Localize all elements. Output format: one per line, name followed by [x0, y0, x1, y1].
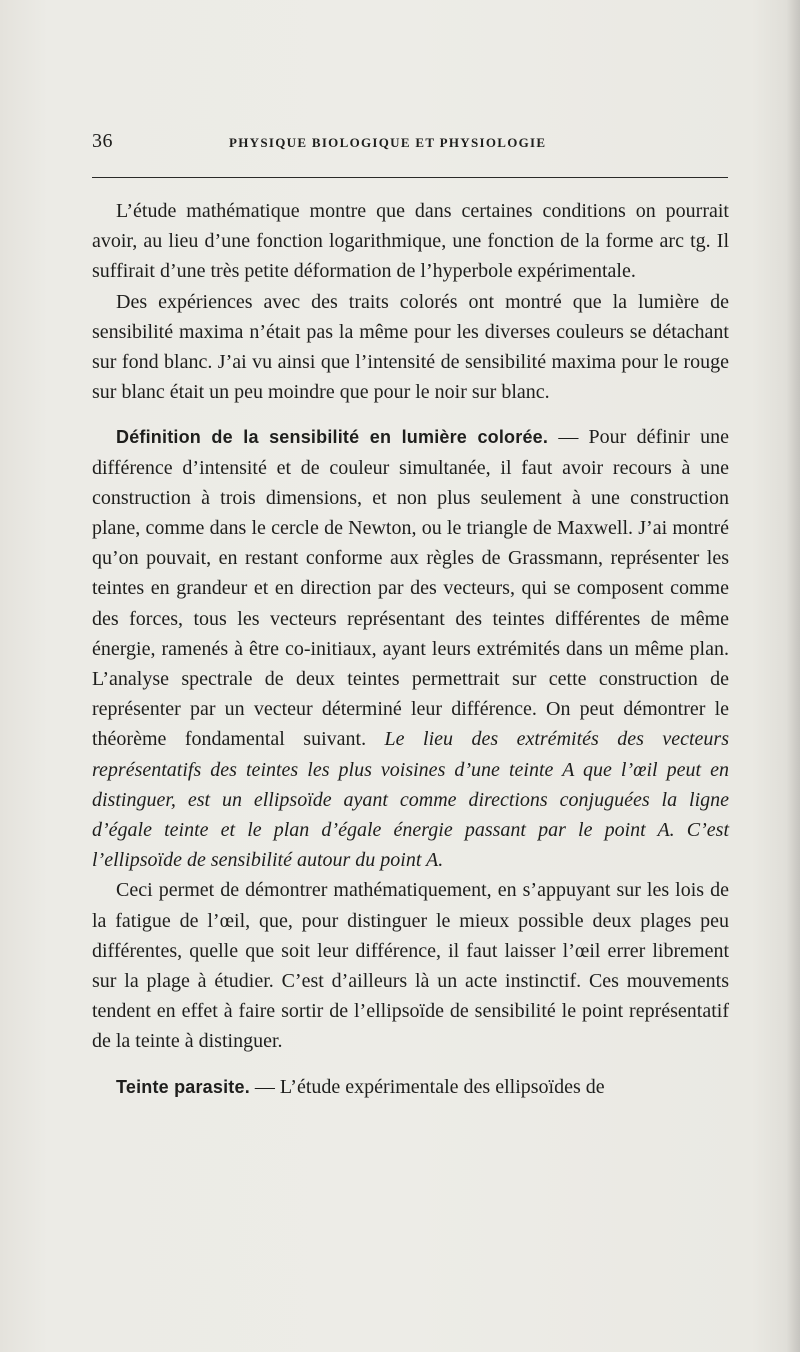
- section-heading-teinte-parasite: Teinte parasite.: [116, 1076, 250, 1097]
- paragraph-5-text: — L’étude expérimentale des ellipsoïdes de: [249, 1075, 605, 1098]
- running-head: PHYSIQUE BIOLOGIQUE ET PHYSIOLOGIE: [229, 135, 547, 150]
- page-edge-shadow: [786, 0, 800, 1352]
- paragraph-2: Des expériences avec des traits colorés ont montré que la lumière de sensibilité maxima n’était pas la même pour les diverses couleurs se détachant sur fond blanc. J’ai vu ainsi que l’intensité de sensibilité maxima pour le rouge sur blanc était un peu moindre que pour le noir sur blanc.: [92, 290, 729, 404]
- paragraph-3-text: — Pour définir une différence d’intensité et de couleur simultanée, il faut avoir recours à une construction à trois dimensions, et non plus seulement à une construction plane, comme dans le cercle de Newton, ou le triangle de Maxwell. J’ai montré qu’on pouvait, en restant conforme aux règles de Grassmann, représenter les teintes en grandeur et en direction par des vecteurs, qui se composent comme des forces, tous les vecteurs représentant des teintes différentes de même énergie, ramenés à être co-initiaux, ayant leurs extrémités dans un même plan. L’analyse spectrale de deux teintes permettrait sur cette construction de représenter par un vecteur déterminé leur différence. On peut démontrer le théorème fondamental suivant.: [92, 426, 729, 751]
- paragraph-3: [92, 422, 729, 875]
- theorem-statement: Le lieu des extrémités des vecteurs représentatifs des teintes les plus voisines d’une teinte A que l’œil peut en distinguer, est un ellipsoïde ayant comme directions conjuguées la ligne d’égale teinte et le plan d’égale énergie passant par le point A. C’est l’ellipsoïde de sensibilité autour du point A.: [92, 728, 729, 872]
- header-rule: [92, 177, 728, 178]
- page-header: [92, 130, 728, 160]
- page-number: 36: [92, 130, 113, 152]
- body-text: [92, 196, 729, 1102]
- paragraph-5: [92, 1072, 729, 1102]
- section-heading-definition: Définition de la sensibilité en lumière colorée.: [116, 427, 549, 448]
- paragraph-4: Ceci permet de démontrer mathématiquement, en s’appuyant sur les lois de la fatigue de l’œil, que, pour distinguer le mieux possible deux plages peu différentes, quelle que soit leur différence, il faut laisser l’œil errer librement sur la plage à étudier. C’est d’ailleurs là un acte instinctif. Ces mouvements tendent en effet à faire sortir de l’ellipsoïde de sensibilité le point représentatif de la teinte à distinguer.: [92, 879, 729, 1053]
- paragraph-1: L’étude mathématique montre que dans certaines conditions on pourrait avoir, au lieu d’une fonction logarithmique, une fonction de la forme arc tg. Il suffirait d’une très petite déformation de l’hyperbole expérimentale.: [92, 200, 729, 283]
